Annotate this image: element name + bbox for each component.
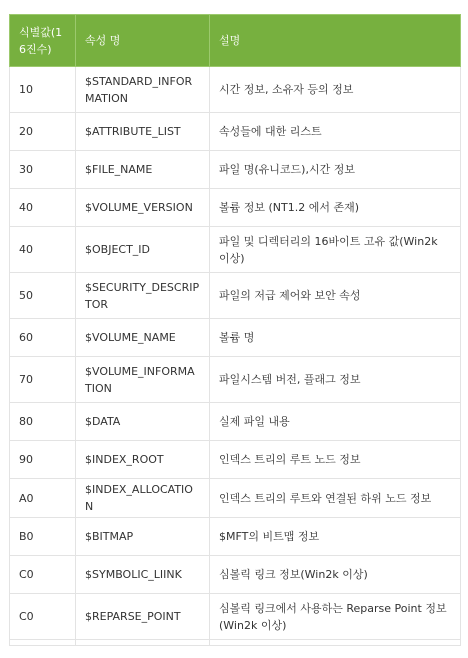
cell-attribute-name: $OBJECT_ID — [76, 227, 210, 273]
cell-description: 볼륨 명 — [210, 319, 461, 357]
table-row — [10, 113, 461, 151]
cell-id: 40 — [10, 189, 76, 227]
cell-attribute-name: $BITMAP — [76, 518, 210, 556]
table-row — [10, 403, 461, 441]
cell-description: 심볼릭 링크 정보(Win2k 이상) — [210, 556, 461, 594]
cell-id: 80 — [10, 403, 76, 441]
cell-id: 50 — [10, 273, 76, 319]
cell-id: 70 — [10, 357, 76, 403]
cell-description: 볼륨 정보 (NT1.2 에서 존재) — [210, 189, 461, 227]
table-row — [10, 556, 461, 594]
cell-id: 30 — [10, 151, 76, 189]
cell-id: C0 — [10, 556, 76, 594]
cell-attribute-name: $VOLUME_VERSION — [76, 189, 210, 227]
cell-empty — [10, 640, 76, 646]
header-id: 식별값(16진수) — [10, 15, 76, 67]
cell-description: 실제 파일 내용 — [210, 403, 461, 441]
cell-attribute-name: $INDEX_ALLOCATION — [76, 479, 210, 518]
table-row — [10, 189, 461, 227]
table-row — [10, 319, 461, 357]
table-row — [10, 151, 461, 189]
table-row — [10, 273, 461, 319]
table-row — [10, 479, 461, 518]
cell-description: $MFT의 비트맵 정보 — [210, 518, 461, 556]
cell-description: 파일시스템 버전, 플래그 정보 — [210, 357, 461, 403]
cell-attribute-name: $VOLUME_INFORMATION — [76, 357, 210, 403]
cell-description: 심볼릭 링크에서 사용하는 Reparse Point 정보(Win2k 이상) — [210, 594, 461, 640]
cell-attribute-name: $INDEX_ROOT — [76, 441, 210, 479]
cell-attribute-name: $VOLUME_NAME — [76, 319, 210, 357]
table-row — [10, 594, 461, 640]
cell-id: C0 — [10, 594, 76, 640]
cell-empty — [210, 640, 461, 646]
cell-id: A0 — [10, 479, 76, 518]
cell-id: 10 — [10, 67, 76, 113]
cell-description: 파일의 저급 제어와 보안 속성 — [210, 273, 461, 319]
table-row — [10, 67, 461, 113]
table-row — [10, 441, 461, 479]
cell-attribute-name: $ATTRIBUTE_LIST — [76, 113, 210, 151]
cell-description: 파일 및 디렉터리의 16바이트 고유 값(Win2k 이상) — [210, 227, 461, 273]
header-attribute-name: 속성 명 — [76, 15, 210, 67]
cell-id: 40 — [10, 227, 76, 273]
cell-description: 인덱스 트리의 루트와 연결된 하위 노드 정보 — [210, 479, 461, 518]
header-description: 설명 — [210, 15, 461, 67]
cell-id: 60 — [10, 319, 76, 357]
table-row-partial — [10, 640, 461, 646]
cell-empty — [76, 640, 210, 646]
cell-description: 속성들에 대한 리스트 — [210, 113, 461, 151]
cell-id: 20 — [10, 113, 76, 151]
table-row — [10, 518, 461, 556]
cell-attribute-name: $SECURITY_DESCRIPTOR — [76, 273, 210, 319]
cell-description: 인덱스 트리의 루트 노드 정보 — [210, 441, 461, 479]
ntfs-attribute-table — [9, 14, 461, 646]
cell-attribute-name: $STANDARD_INFORMATION — [76, 67, 210, 113]
table-row — [10, 357, 461, 403]
table-header-row — [10, 15, 461, 67]
cell-attribute-name: $SYMBOLIC_LIINK — [76, 556, 210, 594]
cell-id: 90 — [10, 441, 76, 479]
cell-id: B0 — [10, 518, 76, 556]
attribute-table-container — [9, 14, 460, 646]
table-row — [10, 227, 461, 273]
cell-attribute-name: $REPARSE_POINT — [76, 594, 210, 640]
cell-description: 파일 명(유니코드),시간 정보 — [210, 151, 461, 189]
cell-description: 시간 정보, 소유자 등의 정보 — [210, 67, 461, 113]
cell-attribute-name: $FILE_NAME — [76, 151, 210, 189]
cell-attribute-name: $DATA — [76, 403, 210, 441]
